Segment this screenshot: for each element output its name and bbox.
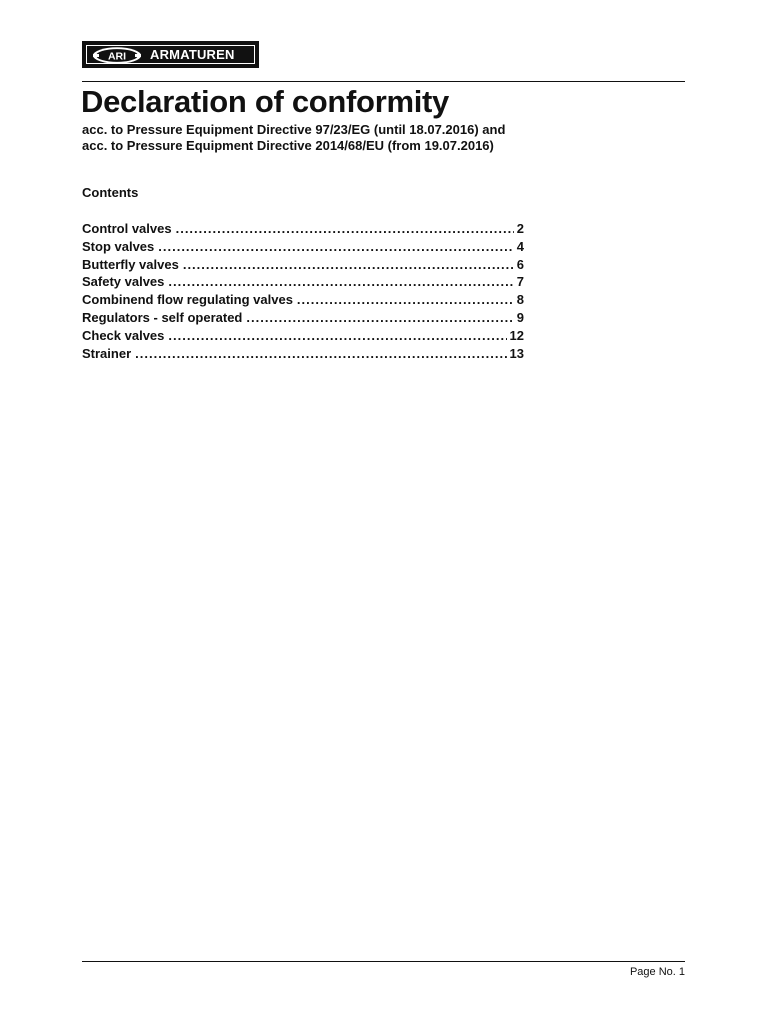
toc-dot-leader [158,238,514,256]
toc-entry-page: 6 [516,256,524,272]
subtitle-line-2: acc. to Pressure Equipment Directive 2014/68/EU (from 19.07.2016) [82,138,494,153]
toc-entry[interactable] [82,273,524,291]
toc-entry[interactable] [82,327,524,345]
toc-dot-leader [297,291,514,309]
toc-entry[interactable] [82,291,524,309]
page-title: Declaration of conformity [81,84,449,119]
toc-entry[interactable] [82,256,524,274]
toc-dot-leader [168,327,506,345]
toc-entry[interactable] [82,220,524,238]
table-of-contents [82,220,524,362]
header-divider [82,81,685,82]
toc-entry-page: 9 [516,309,524,325]
toc-entry-label: Check valves [82,327,165,343]
logo-emblem-text: ARI [107,50,127,63]
directive-subtitle [82,122,505,154]
contents-heading: Contents [82,185,139,200]
toc-entry-label: Stop valves [82,238,155,254]
toc-entry-label: Safety valves [82,274,165,290]
subtitle-line-1: acc. to Pressure Equipment Directive 97/23/EG (until 18.07.2016) and [82,122,506,137]
toc-entry-label: Regulators - self operated [82,309,243,325]
toc-entry-page: 4 [516,238,524,254]
toc-entry-page: 7 [516,274,524,290]
toc-entry[interactable] [82,238,524,256]
toc-entry[interactable] [82,309,524,327]
toc-dot-leader [246,309,513,327]
toc-entry-label: Strainer [82,345,132,361]
toc-entry[interactable] [82,345,524,363]
toc-entry-label: Combinend flow regulating valves [82,292,293,308]
toc-entry-page: 8 [516,292,524,308]
toc-entry-page: 12 [509,327,524,343]
ari-armaturen-logo [82,41,259,68]
toc-entry-label: Butterfly valves [82,256,179,272]
toc-dot-leader [168,273,513,291]
toc-entry-page: 2 [516,221,524,236]
toc-dot-leader [183,256,514,274]
ari-emblem-icon [91,46,143,65]
toc-entry-label: Control valves [82,221,172,236]
page-number: Page No. 1 [629,966,685,978]
toc-entry-page: 13 [509,345,524,361]
footer-divider [82,961,685,962]
toc-dot-leader [176,220,514,238]
logo-brand-text: ARMATUREN [150,47,235,62]
toc-dot-leader [135,345,506,363]
